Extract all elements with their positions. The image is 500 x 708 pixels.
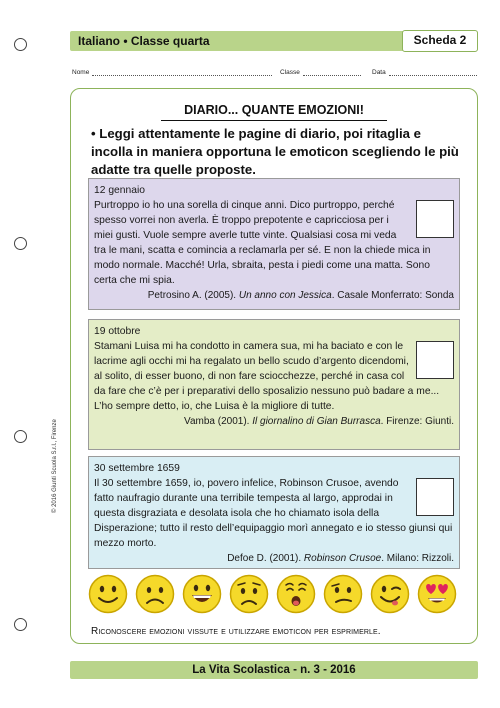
header-title: Italiano • Classe quarta [78,34,210,48]
worksheet-frame [70,88,478,644]
copyright-notice: © 2016 Giunti Scuola S.r.l., Firenze [52,419,58,513]
entry-text: Il 30 settembre 1659, io, povero infelice, Robinson Crusoe, avendo fatto naufragio durante una terribile tempesta al largo, approdai in questa disgraziata e desolata isola che ho chiamato isola della Disperazione; tutto il resto dell’equipaggio morì annegato e io stesso giunsi qui mezzo morto. [94,478,453,549]
entry-date: 12 gennaio [94,185,145,196]
class-label: Classe [280,69,300,76]
winking-face-icon[interactable] [370,574,410,614]
diary-entry-3 [88,456,460,569]
binder-hole [14,237,27,250]
name-label: Nome [72,69,90,76]
title-underline [161,120,387,121]
entry-source: Petrosino A. (2005). Un anno con Jessica. Casale Monferrato: Sonda [147,290,454,301]
scheda-label: Scheda 2 [402,30,478,52]
grinning-face-icon[interactable] [182,574,222,614]
emoticon-slot[interactable] [416,341,454,379]
emoticon-slot[interactable] [416,200,454,238]
binder-hole [14,430,27,443]
sad-face-icon[interactable] [135,574,175,614]
surprised-face-icon[interactable] [276,574,316,614]
worksheet-title: DIARIO... QUANTE EMOZIONI! [184,103,364,117]
happy-face-icon[interactable] [88,574,128,614]
header-bar [70,31,478,51]
date-field[interactable] [372,68,477,76]
confused-face-icon[interactable] [323,574,363,614]
emoticon-row [88,574,460,618]
student-fields [72,68,478,80]
class-field[interactable] [280,68,361,76]
instruction-text: • Leggi attentamente le pagine di diario, poi ritaglia e incolla in maniera opportuna le emoticon scegliendo le più adatte tra quelle proposte. [91,126,459,177]
worried-face-icon[interactable] [229,574,269,614]
entry-text: Purtroppo io ho una sorella di cinque anni. Dico purtroppo, perché spesso vorrei non averla. È troppo prepotente e capricciosa per i miei gusti. Vuole sempre averle tutte vinte. Qualsiasi cosa mi veda tra le mani, scatta e comincia a reclamarla per sé. E non la chiede mica in modo normale. Macché! Urla, sbraita, pesta i piedi come una matta. Sono certa che mi spia. [94,200,431,286]
entry-source: Defoe D. (2001). Robinson Crusoe. Milano: Rizzoli. [227,553,454,564]
binder-hole [14,618,27,631]
date-label: Data [372,69,386,76]
name-field[interactable] [72,68,272,76]
binder-hole [14,38,27,51]
diary-entry-2 [88,319,460,450]
diary-entry-1 [88,178,460,310]
entry-source: Vamba (2001). Il giornalino di Gian Burrasca. Firenze: Giunti. [184,416,454,427]
entry-text: Stamani Luisa mi ha condotto in camera sua, mi ha baciato e con le lacrime agli occhi mi ha regalato un bello scudo d’argento dicendomi, al solito, di esser buono, di non fare sciocchezze, perché in casa col da fare che c’è per i preparativi dello sposalizio nessuno può badare a me... L’ho sempre detto, io, che Luisa è la migliore di tutte. [94,341,440,412]
footer-bar: La Vita Scolastica - n. 3 - 2016 [70,661,478,679]
heart-eyes-face-icon[interactable] [417,574,457,614]
emoticon-slot[interactable] [416,478,454,516]
entry-date: 30 settembre 1659 [94,463,180,474]
entry-date: 19 ottobre [94,326,141,337]
learning-objective: Riconoscere emozioni vissute e utilizzare emoticon per esprimerle. [91,626,381,637]
